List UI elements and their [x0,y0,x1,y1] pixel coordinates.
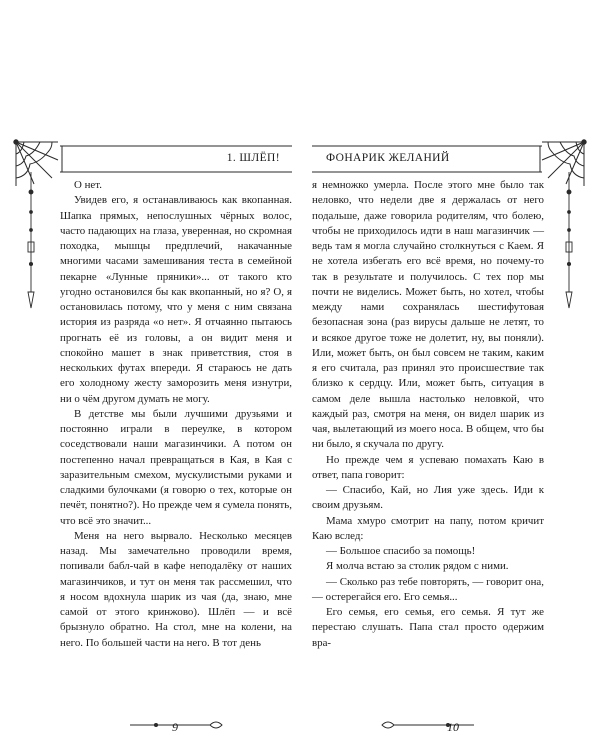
hanging-lantern-icon [24,172,38,322]
paragraph: Мама хмуро смотрит на папу, потом кричит Каю вслед: [312,514,544,542]
paragraph: В детстве мы были лучшими друзьями и постоянно играли в переулке, в котором соседствовали наши магазинчики. А потом он постепенно начал превращаться в Кая, в Кая с заразительным смехом, мускулистыми руками и сладкими булочками (я говорю о тех, которые он печёт, понятно?). Но прежде чем я сумела понять, что всё это значит... [60,407,292,527]
paragraph: я немножко умерла. После этого мне было так неловко, что недели две я держалась от него подальше, даже говорила родителям, что болею, чтобы не приходилось идти в наш магазинчик — ведь там я могла случайно столкнуться с Каем. Я не хотела избегать его всё время, но почему-то так в результате и получилось. С тех пор мы почти не виделись. Может быть, но хотел, чтобы между нами сохранялась шестифутовая безопасная зона (раз вирусы дальше не летят, то и всякое другое тоже не долетит, ну, вы поняли). Или, может быть, он был совсем не таким, каким я его считала, раз принял это происшествие так близко к сердцу. Или, может быть, ситуация в самом деле вышла настолько неловкой, что каждый раз, смотря на меня, он видел шарик из чая, вылетающий из моего носа. В общем, что бы ни было, я скучала по другу. [312,179,544,451]
page-number: 9 [172,720,178,734]
paragraph: О нет. [74,179,102,191]
running-header: ФОНАРИК ЖЕЛАНИЙ [326,152,450,164]
paragraph: Увидев его, я останавливаюсь как вкопанная. Шапка прямых, непослушных чёрных волос, часто падающих на глаза, уверенная, но скромная походка, мышцы предплечий, накачанные многими часами замешивания теста в семейной пекарне «Лунные пряники»... от такого кто угодно остановился бы как вкопанный, но я? О, я остановилась потому, что у меня с ним связана история из разряда «о нет». Я отчаянно пытаюсь прогнать её из головы, а он видит меня и спокойно машет в знак приветствия, стоя в нескольких футах впереди. Я стараюсь не дать его холодному жесту заморозить меня изнутри, ни о чём другом думать не могу. [60,194,292,405]
right-page-body [312,178,544,651]
right-page [300,0,600,750]
paragraph: Его семья, его семья, его семья. Я тут же перестаю слушать. Папа стал просто одержим вра- [312,606,544,649]
page-number: 10 [447,720,459,734]
paragraph: — Большое спасибо за помощь! [326,545,476,557]
hanging-lantern-icon [562,172,576,322]
paragraph: — Спасибо, Кай, но Лия уже здесь. Иди к своим друзьям. [312,484,544,512]
footer-flourish-icon [312,710,544,740]
paragraph: Я молча встаю за столик рядом с ними. [326,560,509,573]
running-header: 1. ШЛЁП! [226,152,280,164]
paragraph: Меня на него вырвало. Несколько месяцев назад. Мы замечательно проводили время, попивали бабл-чай в кафе неподалёку от наших магазинчиков, и тут он меня так рассмешил, что я носом вдохнула шарик из чая (да, знаю, мне самой от этого кринжово). Шлёп — и всё брызнуло обратно. На стол, мне на колени, на него. По большей части на него. В тот день [60,529,292,649]
paragraph: Но прежде чем я успеваю помахать Каю в ответ, папа говорит: [312,453,544,481]
left-page-body [60,178,292,651]
paragraph: — Сколько раз тебе повторять, — говорит она, — остерегайся его. Его семья... [312,575,544,603]
